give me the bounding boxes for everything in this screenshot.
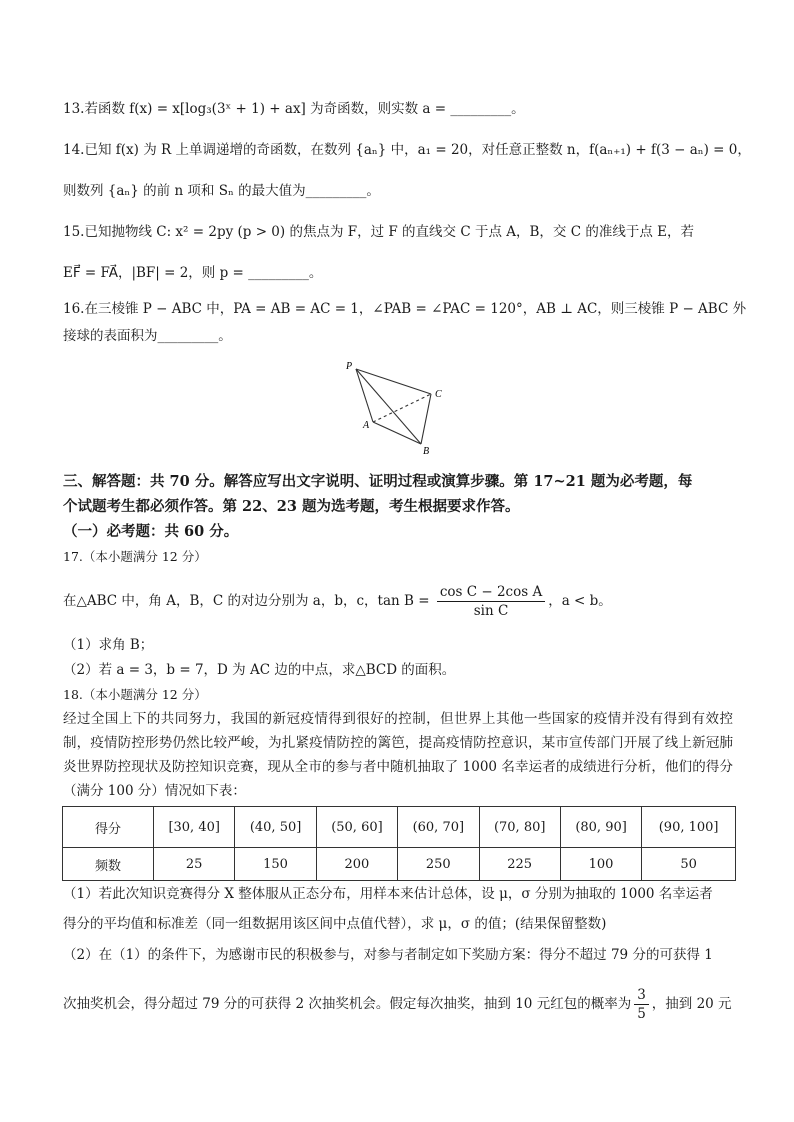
table-cell-interval: (60, 70]: [398, 807, 479, 848]
table-cell-interval: (90, 100]: [642, 807, 736, 848]
table-header-frequency: 频数: [63, 848, 154, 881]
probability-numerator: 3: [634, 986, 649, 1005]
score-frequency-table: [62, 806, 736, 881]
probability-fraction: [634, 986, 649, 1023]
table-row-scores: [63, 807, 736, 848]
problem-18-question-1-line-2: 得分的平均值和标准差（同一组数据用该区间中点值代替），求 μ，σ 的值；(结果保留整数): [63, 916, 607, 932]
section-3-heading-line-1: 三、解答题：共 70 分。解答应写出文字说明、证明过程或演算步骤。第 17~21 题为必考题，每: [63, 473, 693, 490]
problem-18-title: 18.（本小题满分 12 分）: [63, 687, 207, 702]
table-cell-interval: (40, 50]: [235, 807, 316, 848]
table-cell-count: 25: [154, 848, 235, 881]
problem-14-line-2: 则数列 {aₙ} 的前 n 项和 Sₙ 的最大值为_________。: [63, 183, 380, 199]
edge-bc: [421, 394, 431, 444]
problem-18-question-2-after: ，抽到 20 元: [651, 996, 732, 1012]
problem-14-line-1: 14.已知 f(x) 为 R 上单调递增的奇函数，在数列 {aₙ} 中，a₁ = 20，对任意正整数 n，f(aₙ₊₁) + f(3 − aₙ) = 0，: [63, 142, 751, 158]
vertex-label-a: A: [363, 420, 370, 431]
problem-17-question-1: （1）求角 B；: [63, 637, 154, 653]
problem-15-line-1: 15.已知抛物线 C: x² = 2py (p > 0) 的焦点为 F，过 F 的直线交 C 于点 A，B，交 C 的准线于点 E，若: [63, 224, 694, 240]
table-cell-interval: (80, 90]: [560, 807, 641, 848]
problem-16-line-1: 16.在三棱锥 P − ABC 中，PA = AB = AC = 1，∠PAB = ∠PAC = 120°，AB ⊥ AC，则三棱锥 P − ABC 外: [63, 301, 747, 317]
problem-17-stem: [63, 583, 612, 620]
tan-b-denominator: sin C: [473, 603, 509, 619]
section-3-sub-heading: （一）必考题：共 60 分。: [63, 523, 239, 540]
problem-13: 13.若函数 f(x) = x[log₃(3ˣ + 1) + ax] 为奇函数，则实数 a = _________。: [63, 101, 525, 117]
table-cell-interval: [30, 40]: [154, 807, 235, 848]
problem-17-question-2: （2）若 a = 3，b = 7，D 为 AC 边的中点，求△BCD 的面积。: [63, 662, 456, 678]
table-cell-count: 150: [235, 848, 316, 881]
table-cell-count: 50: [642, 848, 736, 881]
tan-b-numerator: cos C − 2cos A: [437, 583, 545, 602]
tetrahedron-figure: [336, 357, 466, 457]
table-cell-count: 100: [560, 848, 641, 881]
table-cell-interval: (70, 80]: [479, 807, 560, 848]
vertex-label-c: C: [435, 389, 442, 400]
table-cell-count: 225: [479, 848, 560, 881]
table-cell-count: 200: [316, 848, 397, 881]
vertex-label-p: P: [346, 361, 353, 372]
section-3-heading-line-2: 个试题考生都必须作答。第 22、23 题为选考题，考生根据要求作答。: [63, 498, 520, 515]
vertex-label-b: B: [423, 446, 430, 457]
problem-18-paragraph: 经过全国上下的共同努力，我国的新冠疫情得到很好的控制，但世界上其他一些国家的疫情并没有得到有效控制，疫情防控形势仍然比较严峻，为扎紧疫情防控的篱笆，提高疫情防控意识，某市宣传部门开展了线上新冠肺炎世界防控现状及防控知识竞赛，现从全市的参与者中随机抽取了 1000 名幸运者的成绩进行分析，他们的得分（满分 100 分）情况如下表：: [63, 711, 733, 799]
problem-18-question-2-line-2: [63, 984, 732, 1024]
table-cell-interval: (50, 60]: [316, 807, 397, 848]
problem-17-stem-after: ，a < b。: [548, 593, 612, 609]
table-row-counts: [63, 848, 736, 881]
problem-17-title: 17.（本小题满分 12 分）: [63, 549, 207, 564]
problem-16-line-2: 接球的表面积为_________。: [63, 328, 232, 344]
problem-15-line-2: EF⃗ = FA⃗，|BF| = 2，则 p = _________。: [63, 265, 323, 281]
tan-b-fraction: [437, 583, 545, 620]
problem-18-question-2-before: 次抽奖机会，得分超过 79 分的可获得 2 次抽奖机会。假定每次抽奖，抽到 10 元红包的概率为: [63, 996, 632, 1012]
edge-ab: [373, 422, 421, 444]
problem-18-question-2-line-1: （2）在（1）的条件下，为感谢市民的积极参与，对参与者制定如下奖励方案：得分不超过 79 分的可获得 1: [63, 947, 713, 963]
problem-17-stem-before: 在△ABC 中，角 A，B，C 的对边分别为 a，b，c，tan B =: [63, 593, 434, 609]
table-cell-count: 250: [398, 848, 479, 881]
edge-pa: [356, 369, 373, 422]
probability-denominator: 5: [637, 1006, 646, 1022]
table-header-score: 得分: [63, 807, 154, 848]
problem-18-question-1-line-1: （1）若此次知识竞赛得分 X 整体服从正态分布，用样本来估计总体，设 μ，σ 分别为抽取的 1000 名幸运者: [63, 886, 713, 902]
